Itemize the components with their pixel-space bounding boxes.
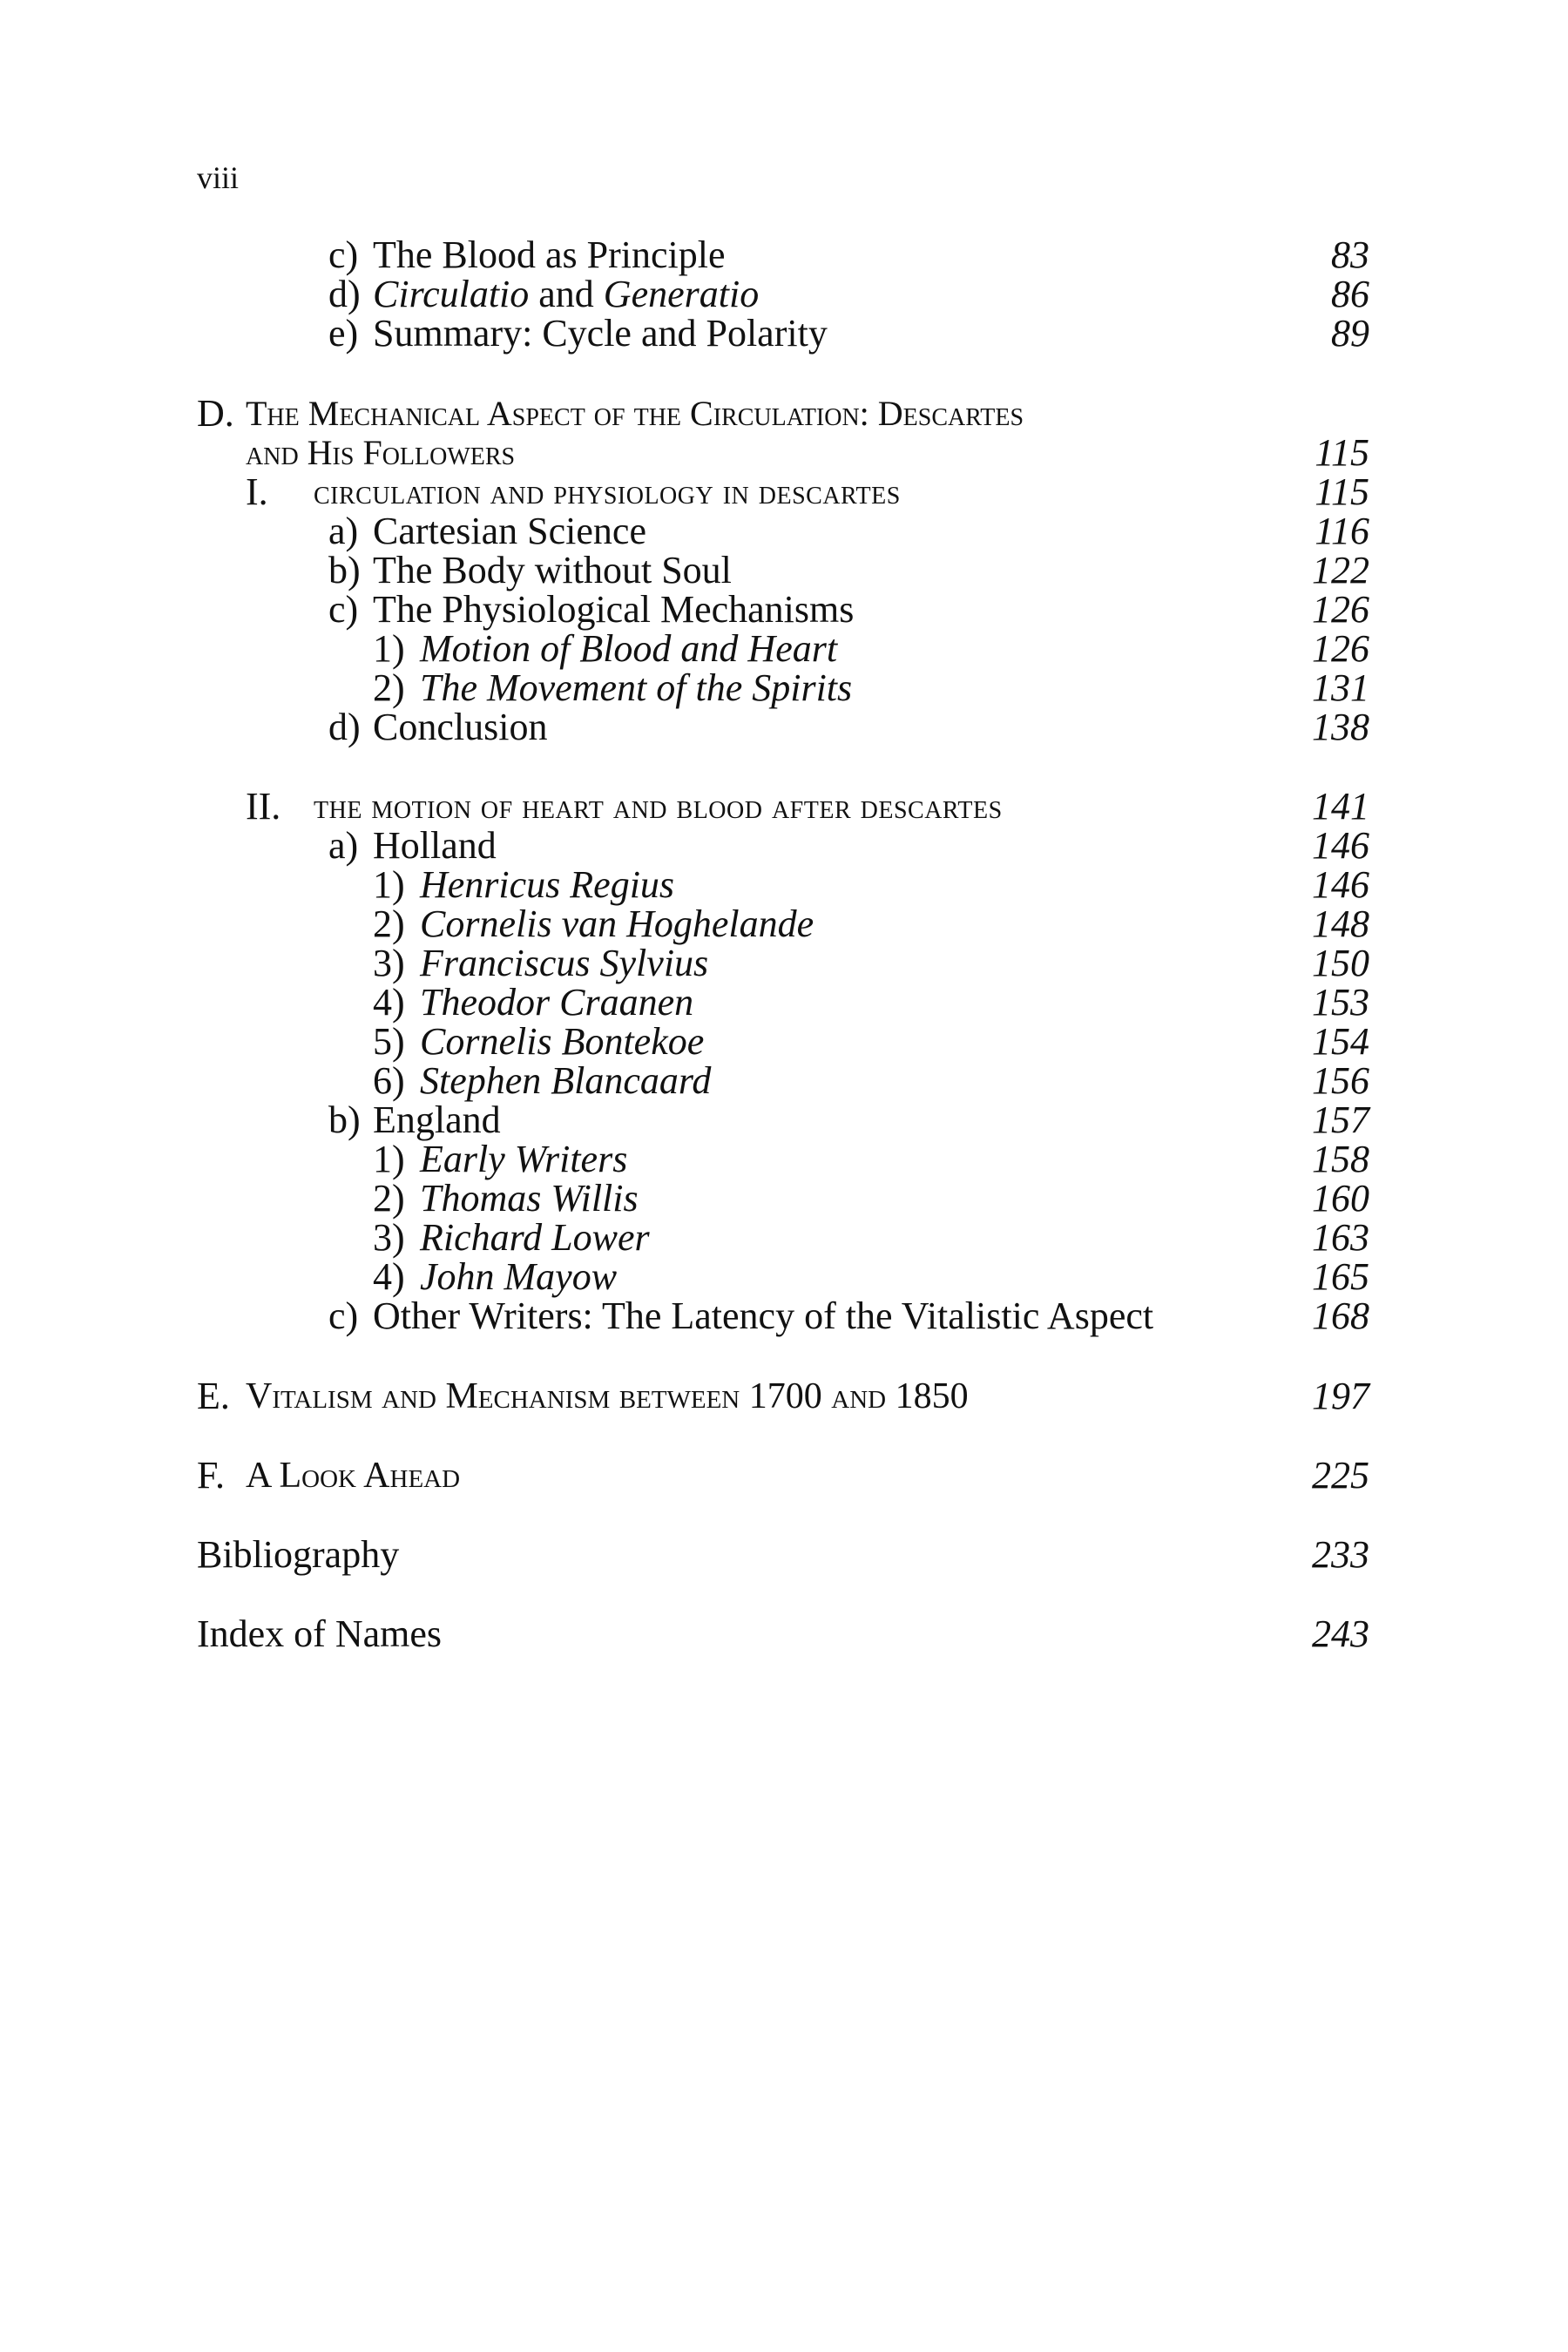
- toc-entry-page: 153: [1312, 981, 1369, 1024]
- toc-entry-title: Bibliography: [197, 1533, 400, 1576]
- toc-entry-marker: II.: [246, 785, 281, 828]
- toc-entry-marker: a): [328, 510, 359, 552]
- toc-entry-marker: 2): [373, 1177, 405, 1220]
- toc-subentry: [0, 904, 1568, 944]
- toc-entry-title: Early Writers: [420, 1138, 628, 1180]
- toc-entry-marker: c): [328, 233, 359, 276]
- toc-entry: [0, 590, 1568, 630]
- toc-entry-marker: 3): [373, 1216, 405, 1259]
- toc-entry-marker: 2): [373, 666, 405, 709]
- toc-entry-marker: 2): [373, 902, 405, 945]
- toc-entry-title: and His Followers: [246, 433, 516, 472]
- toc-entry: [0, 1100, 1568, 1140]
- toc-subentry: [0, 983, 1568, 1023]
- toc-entry-page: 154: [1312, 1020, 1369, 1063]
- toc-entry-page: 160: [1312, 1177, 1369, 1220]
- toc-entry-marker: 1): [373, 627, 405, 670]
- toc-entry-marker: b): [328, 549, 361, 591]
- toc-entry-marker: F.: [197, 1454, 225, 1497]
- toc-entry-marker: 4): [373, 981, 405, 1024]
- toc-entry-page: 141: [1312, 785, 1369, 828]
- toc-entry-title: Thomas Willis: [420, 1177, 639, 1220]
- toc-subentry: [0, 1179, 1568, 1219]
- toc-section-heading: [0, 1456, 1568, 1496]
- toc-entry-page: 168: [1312, 1294, 1369, 1337]
- toc-entry-marker: d): [328, 273, 361, 315]
- toc-subentry: [0, 1218, 1568, 1258]
- toc-entry-title: Index of Names: [197, 1612, 443, 1655]
- toc-entry-title: Richard Lower: [420, 1216, 650, 1259]
- toc-section-heading: [0, 1614, 1568, 1654]
- toc-entry-page: 116: [1315, 510, 1369, 552]
- toc-entry-title: circulation and physiology in descartes: [314, 472, 901, 511]
- toc-entry-title: Conclusion: [373, 706, 548, 748]
- toc-section-heading-continued: [0, 433, 1568, 473]
- toc-entry-title: The Body without Soul: [373, 549, 732, 591]
- toc-entry-title: Theodor Craanen: [420, 981, 694, 1024]
- toc-subentry: [0, 865, 1568, 905]
- toc-entry-title: Vitalism and Mechanism between 1700 and 1850: [246, 1376, 969, 1416]
- toc-entry-title: the motion of heart and blood after descartes: [314, 787, 1003, 826]
- toc-entry-title: Cornelis Bontekoe: [420, 1020, 705, 1063]
- toc-subentry: [0, 1139, 1568, 1179]
- toc-entry-page: 233: [1312, 1533, 1369, 1576]
- toc-entry-page: 157: [1312, 1098, 1369, 1141]
- toc-entry-title: England: [373, 1098, 501, 1141]
- toc-subentry: [0, 1022, 1568, 1062]
- toc-entry-page: 126: [1312, 588, 1369, 631]
- toc-entry-title: Henricus Regius: [420, 863, 675, 906]
- toc-entry: [0, 551, 1568, 591]
- toc-entry-title: Holland: [373, 824, 497, 867]
- toc-entry-title-part: and: [529, 273, 604, 315]
- toc-entry-marker: c): [328, 588, 359, 631]
- toc-entry-marker: e): [328, 312, 359, 355]
- toc-entry-title: Cartesian Science: [373, 510, 646, 552]
- toc-subentry: [0, 668, 1568, 708]
- toc-entry-page: 197: [1312, 1375, 1369, 1417]
- toc-section-heading: [0, 1376, 1568, 1416]
- toc-entry-page: 115: [1315, 470, 1369, 513]
- toc-entry-marker: a): [328, 824, 359, 867]
- toc-entry-page: 83: [1331, 233, 1369, 276]
- toc-entry-page: 122: [1312, 549, 1369, 591]
- toc-entry-marker: 4): [373, 1255, 405, 1298]
- page-folio: viii: [197, 160, 240, 195]
- toc-entry-page: 115: [1315, 431, 1369, 474]
- toc-entry: [0, 511, 1568, 551]
- toc-entry-page: 89: [1331, 312, 1369, 355]
- toc-entry-marker: 3): [373, 942, 405, 984]
- toc-entry-title: The Movement of the Spirits: [420, 666, 853, 709]
- toc-entry-title: Summary: Cycle and Polarity: [373, 312, 828, 355]
- toc-entry-page: 243: [1312, 1612, 1369, 1655]
- toc-entry-title: The Blood as Principle: [373, 233, 726, 276]
- toc-entry-title: A Look Ahead: [246, 1456, 461, 1496]
- toc-entry-title-part: Circulatio: [373, 273, 530, 315]
- toc-section-heading: [0, 1535, 1568, 1575]
- toc-entry-title: John Mayow: [420, 1255, 618, 1298]
- toc-entry: [0, 314, 1568, 354]
- toc-entry-title: The Physiological Mechanisms: [373, 588, 855, 631]
- toc-entry-page: 225: [1312, 1454, 1369, 1497]
- toc-entry-title: Franciscus Sylvius: [420, 942, 709, 984]
- toc-entry-marker: d): [328, 706, 361, 748]
- toc-entry-page: 146: [1312, 824, 1369, 867]
- toc-subentry: [0, 629, 1568, 669]
- toc-entry-page: 126: [1312, 627, 1369, 670]
- toc-entry-page: 163: [1312, 1216, 1369, 1259]
- toc-entry-title-part: Generatio: [603, 273, 760, 315]
- toc-entry-title: Cornelis van Hoghelande: [420, 902, 814, 945]
- toc-entry-marker: E.: [197, 1375, 230, 1417]
- toc-entry-page: 150: [1312, 942, 1369, 984]
- toc-entry-marker: 1): [373, 1138, 405, 1180]
- toc-entry: [0, 1296, 1568, 1336]
- toc-chapter: [0, 787, 1568, 827]
- toc-entry-page: 158: [1312, 1138, 1369, 1180]
- toc-entry-page: 86: [1331, 273, 1369, 315]
- toc-entry: [0, 707, 1568, 747]
- toc-entry-title: [373, 274, 759, 314]
- toc-entry-page: 148: [1312, 902, 1369, 945]
- toc-entry-page: 138: [1312, 706, 1369, 748]
- toc-entry-page: 146: [1312, 863, 1369, 906]
- toc-entry: [0, 235, 1568, 275]
- toc-entry-page: 156: [1312, 1059, 1369, 1102]
- toc-entry-marker: I.: [246, 470, 268, 513]
- toc-entry-marker: 5): [373, 1020, 405, 1063]
- toc-subentry: [0, 1061, 1568, 1101]
- toc-entry-marker: 6): [373, 1059, 405, 1102]
- toc-entry-title: The Mechanical Aspect of the Circulation: Descartes: [246, 394, 1024, 433]
- toc-entry: [0, 826, 1568, 866]
- toc-chapter: [0, 472, 1568, 512]
- toc-entry-marker: 1): [373, 863, 405, 906]
- toc-entry-marker: D.: [197, 392, 234, 435]
- toc-entry-page: 131: [1312, 666, 1369, 709]
- toc-entry-marker: c): [328, 1294, 359, 1337]
- toc-entry-marker: b): [328, 1098, 361, 1141]
- toc-entry-title: Other Writers: The Latency of the Vitalistic Aspect: [373, 1294, 1154, 1337]
- toc-subentry: [0, 1257, 1568, 1297]
- toc-entry-page: 165: [1312, 1255, 1369, 1298]
- toc-section-heading: [0, 394, 1568, 434]
- toc-subentry: [0, 943, 1568, 983]
- toc-entry: [0, 274, 1568, 314]
- toc-entry-title: Stephen Blancaard: [420, 1059, 712, 1102]
- toc-entry-title: Motion of Blood and Heart: [420, 627, 838, 670]
